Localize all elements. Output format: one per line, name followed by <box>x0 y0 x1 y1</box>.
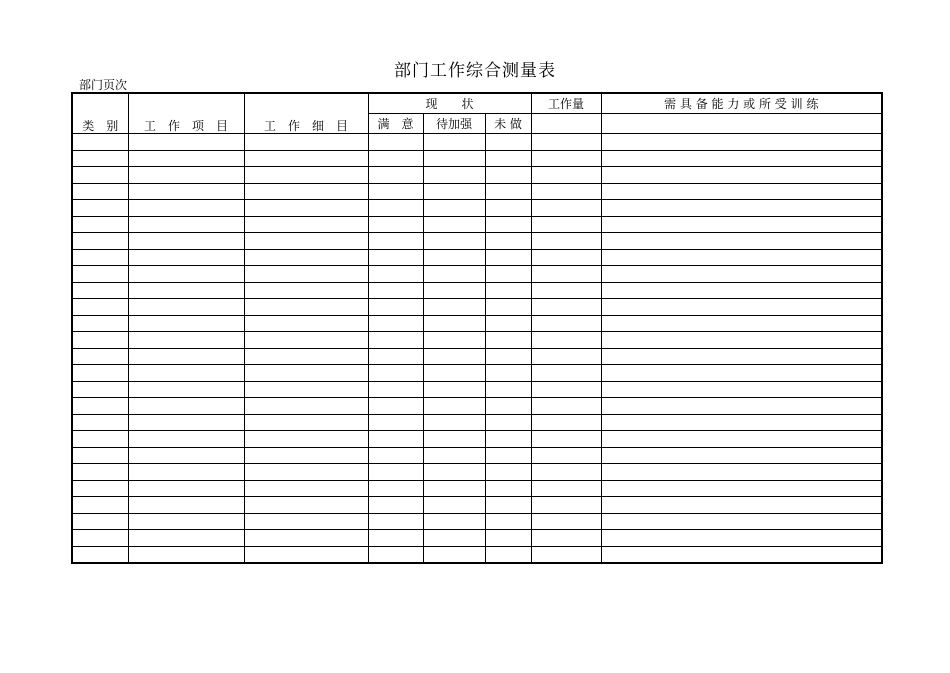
table-cell[interactable] <box>531 200 601 217</box>
table-cell[interactable] <box>423 299 485 316</box>
table-cell[interactable] <box>531 233 601 250</box>
table-row <box>72 266 882 283</box>
table-cell[interactable] <box>485 233 531 250</box>
table-cell[interactable] <box>601 348 882 365</box>
table-cell[interactable] <box>423 249 485 266</box>
table-row <box>72 233 882 250</box>
table-cell[interactable] <box>72 315 128 332</box>
table-cell[interactable] <box>485 365 531 382</box>
table-cell[interactable] <box>423 398 485 415</box>
table-cell[interactable] <box>368 266 423 283</box>
table-row <box>72 530 882 547</box>
table-cell[interactable] <box>531 216 601 233</box>
table-cell[interactable] <box>601 332 882 349</box>
table-cell[interactable] <box>368 332 423 349</box>
table-cell[interactable] <box>72 266 128 283</box>
table-cell[interactable] <box>128 200 244 217</box>
table-cell[interactable] <box>244 183 368 200</box>
table-cell[interactable] <box>128 447 244 464</box>
table-cell[interactable] <box>485 398 531 415</box>
header-status-group: 现 状 <box>368 93 531 114</box>
table-cell[interactable] <box>423 233 485 250</box>
table-cell[interactable] <box>244 398 368 415</box>
table-cell[interactable] <box>601 398 882 415</box>
table-cell[interactable] <box>72 513 128 530</box>
table-cell[interactable] <box>128 282 244 299</box>
table-cell[interactable] <box>485 282 531 299</box>
table-cell[interactable] <box>423 183 485 200</box>
table-cell[interactable] <box>368 431 423 448</box>
table-cell[interactable] <box>368 513 423 530</box>
table-cell[interactable] <box>368 233 423 250</box>
table-cell[interactable] <box>423 167 485 184</box>
table-cell[interactable] <box>423 464 485 481</box>
table-cell[interactable] <box>423 381 485 398</box>
table-row <box>72 513 882 530</box>
table-cell[interactable] <box>531 249 601 266</box>
table-cell[interactable] <box>531 150 601 167</box>
table-cell[interactable] <box>72 365 128 382</box>
table-cell[interactable] <box>368 134 423 151</box>
table-cell[interactable] <box>72 183 128 200</box>
table-row <box>72 249 882 266</box>
table-cell[interactable] <box>72 464 128 481</box>
table-cell[interactable] <box>368 216 423 233</box>
table-cell[interactable] <box>531 513 601 530</box>
table-cell[interactable] <box>531 447 601 464</box>
table-row <box>72 480 882 497</box>
table-cell[interactable] <box>244 546 368 563</box>
table-cell[interactable] <box>423 530 485 547</box>
table-cell[interactable] <box>128 183 244 200</box>
table-cell[interactable] <box>72 497 128 514</box>
table-cell[interactable] <box>531 266 601 283</box>
table-cell[interactable] <box>368 447 423 464</box>
table-cell[interactable] <box>423 216 485 233</box>
table-cell[interactable] <box>423 497 485 514</box>
table-cell[interactable] <box>601 282 882 299</box>
table-cell[interactable] <box>531 332 601 349</box>
table-cell[interactable] <box>368 365 423 382</box>
table-cell[interactable] <box>485 480 531 497</box>
table-cell[interactable] <box>368 497 423 514</box>
table-cell[interactable] <box>485 299 531 316</box>
table-cell[interactable] <box>244 332 368 349</box>
table-cell[interactable] <box>485 513 531 530</box>
table-cell[interactable] <box>244 365 368 382</box>
table-cell[interactable] <box>368 249 423 266</box>
table-cell[interactable] <box>128 464 244 481</box>
table-cell[interactable] <box>368 299 423 316</box>
header-workload: 工作量 <box>531 93 601 114</box>
table-cell[interactable] <box>128 381 244 398</box>
table-cell[interactable] <box>601 200 882 217</box>
table-cell[interactable] <box>72 299 128 316</box>
table-cell[interactable] <box>244 381 368 398</box>
table-cell[interactable] <box>423 134 485 151</box>
table-cell[interactable] <box>128 431 244 448</box>
table-cell[interactable] <box>244 497 368 514</box>
table-cell[interactable] <box>485 546 531 563</box>
table-row <box>72 315 882 332</box>
table-cell[interactable] <box>128 348 244 365</box>
table-row <box>72 398 882 415</box>
table-cell[interactable] <box>128 398 244 415</box>
table-cell[interactable] <box>601 447 882 464</box>
table-cell[interactable] <box>485 381 531 398</box>
table-cell[interactable] <box>72 480 128 497</box>
table-cell[interactable] <box>128 365 244 382</box>
table-cell[interactable] <box>128 546 244 563</box>
table-cell[interactable] <box>72 431 128 448</box>
table-cell[interactable] <box>244 233 368 250</box>
table-cell[interactable] <box>423 332 485 349</box>
table-cell[interactable] <box>601 497 882 514</box>
table-cell[interactable] <box>368 167 423 184</box>
table-cell[interactable] <box>601 150 882 167</box>
table-cell[interactable] <box>368 200 423 217</box>
table-cell[interactable] <box>368 530 423 547</box>
table-cell[interactable] <box>531 497 601 514</box>
table-cell[interactable] <box>368 414 423 431</box>
table-cell[interactable] <box>128 249 244 266</box>
table-cell[interactable] <box>531 414 601 431</box>
table-cell[interactable] <box>244 315 368 332</box>
table-cell[interactable] <box>601 183 882 200</box>
table-cell[interactable] <box>601 431 882 448</box>
header-required-skills: 需 具 备 能 力 或 所 受 训 练 <box>601 93 882 114</box>
table-cell[interactable] <box>601 249 882 266</box>
table-cell[interactable] <box>531 282 601 299</box>
table-cell[interactable] <box>601 464 882 481</box>
table-cell[interactable] <box>72 134 128 151</box>
table-row <box>72 546 882 563</box>
table-row <box>72 282 882 299</box>
table-cell[interactable] <box>368 183 423 200</box>
table-cell[interactable] <box>128 414 244 431</box>
table-cell[interactable] <box>423 513 485 530</box>
table-cell[interactable] <box>128 216 244 233</box>
table-cell[interactable] <box>531 365 601 382</box>
table-cell[interactable] <box>244 150 368 167</box>
table-cell[interactable] <box>368 315 423 332</box>
table-cell[interactable] <box>72 167 128 184</box>
table-cell[interactable] <box>423 315 485 332</box>
table-cell[interactable] <box>72 200 128 217</box>
table-cell[interactable] <box>485 530 531 547</box>
table-cell[interactable] <box>128 332 244 349</box>
table-cell[interactable] <box>128 134 244 151</box>
table-row <box>72 134 882 151</box>
header-work-item: 工 作 项 目 <box>128 93 244 134</box>
table-cell[interactable] <box>244 216 368 233</box>
table-cell[interactable] <box>244 348 368 365</box>
table-cell[interactable] <box>485 447 531 464</box>
table-cell[interactable] <box>601 167 882 184</box>
table-cell[interactable] <box>531 431 601 448</box>
table-cell[interactable] <box>485 431 531 448</box>
table-cell[interactable] <box>531 530 601 547</box>
table-cell[interactable] <box>485 200 531 217</box>
table-cell[interactable] <box>601 233 882 250</box>
table-cell[interactable] <box>244 464 368 481</box>
table-cell[interactable] <box>72 249 128 266</box>
table-cell[interactable] <box>601 414 882 431</box>
header-workload-blank <box>531 114 601 134</box>
header-category: 类 别 <box>72 93 128 134</box>
table-cell[interactable] <box>72 530 128 547</box>
table-cell[interactable] <box>423 282 485 299</box>
table-cell[interactable] <box>368 348 423 365</box>
table-cell[interactable] <box>244 282 368 299</box>
table-cell[interactable] <box>601 266 882 283</box>
table-cell[interactable] <box>531 464 601 481</box>
table-cell[interactable] <box>72 381 128 398</box>
table-cell[interactable] <box>128 497 244 514</box>
table-cell[interactable] <box>601 530 882 547</box>
table-cell[interactable] <box>244 447 368 464</box>
table-cell[interactable] <box>72 447 128 464</box>
header-skills-blank <box>601 114 882 134</box>
table-row <box>72 414 882 431</box>
table-cell[interactable] <box>423 546 485 563</box>
table-row <box>72 464 882 481</box>
header-status-satisfied: 满 意 <box>368 114 423 134</box>
table-cell[interactable] <box>72 282 128 299</box>
table-cell[interactable] <box>485 315 531 332</box>
table-cell[interactable] <box>601 480 882 497</box>
table-row <box>72 332 882 349</box>
table-cell[interactable] <box>531 546 601 563</box>
table-cell[interactable] <box>531 381 601 398</box>
table-cell[interactable] <box>423 365 485 382</box>
table-cell[interactable] <box>485 216 531 233</box>
table-cell[interactable] <box>244 480 368 497</box>
table-cell[interactable] <box>244 513 368 530</box>
table-cell[interactable] <box>423 414 485 431</box>
table-row <box>72 497 882 514</box>
table-cell[interactable] <box>601 315 882 332</box>
table-cell[interactable] <box>72 216 128 233</box>
table-cell[interactable] <box>485 348 531 365</box>
table-cell[interactable] <box>244 414 368 431</box>
table-row <box>72 200 882 217</box>
table-cell[interactable] <box>601 381 882 398</box>
table-cell[interactable] <box>485 167 531 184</box>
table-cell[interactable] <box>368 398 423 415</box>
table-cell[interactable] <box>423 480 485 497</box>
table-cell[interactable] <box>244 266 368 283</box>
table-cell[interactable] <box>485 497 531 514</box>
table-cell[interactable] <box>531 315 601 332</box>
table-cell[interactable] <box>368 464 423 481</box>
table-row <box>72 365 882 382</box>
measurement-table <box>71 92 883 564</box>
table-body <box>72 134 882 564</box>
table-cell[interactable] <box>72 414 128 431</box>
table-cell[interactable] <box>128 530 244 547</box>
table-cell[interactable] <box>423 150 485 167</box>
table-cell[interactable] <box>531 398 601 415</box>
table-cell[interactable] <box>128 315 244 332</box>
table-cell[interactable] <box>531 134 601 151</box>
table-cell[interactable] <box>601 513 882 530</box>
table-cell[interactable] <box>72 546 128 563</box>
table-cell[interactable] <box>128 513 244 530</box>
table-cell[interactable] <box>601 299 882 316</box>
table-cell[interactable] <box>244 249 368 266</box>
table-row <box>72 216 882 233</box>
table-cell[interactable] <box>128 167 244 184</box>
table-cell[interactable] <box>423 447 485 464</box>
table-cell[interactable] <box>485 150 531 167</box>
table-cell[interactable] <box>423 431 485 448</box>
table-cell[interactable] <box>423 200 485 217</box>
table-cell[interactable] <box>601 216 882 233</box>
table-cell[interactable] <box>423 348 485 365</box>
table-row <box>72 431 882 448</box>
table-cell[interactable] <box>485 464 531 481</box>
table-cell[interactable] <box>128 480 244 497</box>
table-row <box>72 381 882 398</box>
table-cell[interactable] <box>128 233 244 250</box>
header-status-not-done: 未 做 <box>485 114 531 134</box>
table-cell[interactable] <box>368 480 423 497</box>
department-page-label: 部门页次 <box>79 78 128 92</box>
table-row <box>72 348 882 365</box>
table-cell[interactable] <box>368 381 423 398</box>
table-cell[interactable] <box>72 348 128 365</box>
table-cell[interactable] <box>531 480 601 497</box>
table-cell[interactable] <box>244 134 368 151</box>
table-cell[interactable] <box>368 282 423 299</box>
table-cell[interactable] <box>72 398 128 415</box>
table-cell[interactable] <box>244 299 368 316</box>
table-cell[interactable] <box>128 150 244 167</box>
table-cell[interactable] <box>601 134 882 151</box>
table-row <box>72 299 882 316</box>
table-cell[interactable] <box>244 431 368 448</box>
table-cell[interactable] <box>128 266 244 283</box>
header-status-needs-improvement: 待加强 <box>423 114 485 134</box>
table-cell[interactable] <box>485 183 531 200</box>
table-cell[interactable] <box>244 167 368 184</box>
table-cell[interactable] <box>485 332 531 349</box>
table-cell[interactable] <box>601 365 882 382</box>
table-cell[interactable] <box>244 530 368 547</box>
table-cell[interactable] <box>485 266 531 283</box>
table-cell[interactable] <box>72 332 128 349</box>
table-cell[interactable] <box>601 546 882 563</box>
table-cell[interactable] <box>244 200 368 217</box>
table-row <box>72 183 882 200</box>
table-row <box>72 150 882 167</box>
table-cell[interactable] <box>72 233 128 250</box>
page-title: 部门工作综合测量表 <box>394 61 556 81</box>
table-cell[interactable] <box>531 348 601 365</box>
table-cell[interactable] <box>531 167 601 184</box>
table-cell[interactable] <box>128 299 244 316</box>
table-row <box>72 167 882 184</box>
table-cell[interactable] <box>531 299 601 316</box>
table-cell[interactable] <box>485 414 531 431</box>
header-work-detail: 工 作 细 目 <box>244 93 368 134</box>
table-cell[interactable] <box>531 183 601 200</box>
table-cell[interactable] <box>485 249 531 266</box>
table-cell[interactable] <box>423 266 485 283</box>
table-cell[interactable] <box>485 134 531 151</box>
table-cell[interactable] <box>368 546 423 563</box>
table-row <box>72 447 882 464</box>
table-cell[interactable] <box>368 150 423 167</box>
table-cell[interactable] <box>72 150 128 167</box>
